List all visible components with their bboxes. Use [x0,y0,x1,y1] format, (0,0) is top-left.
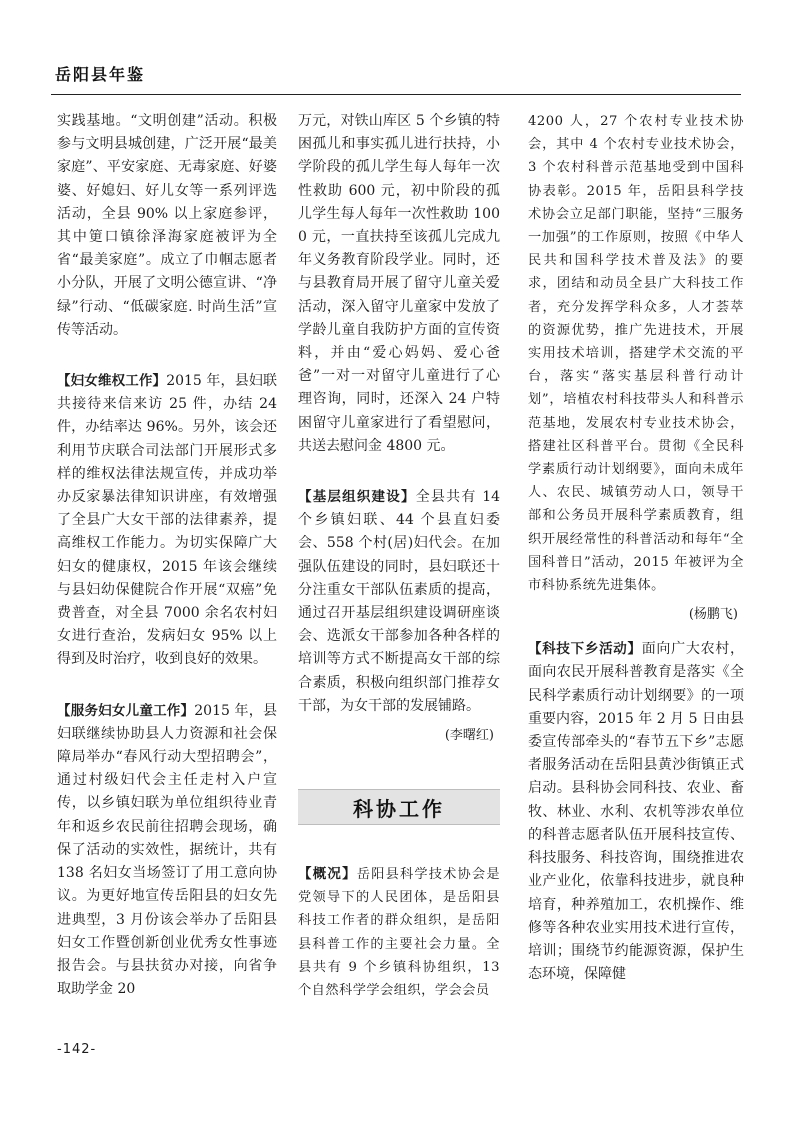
paragraph-tech-to-countryside: 面向广大农村，面向农民开展科普教育是落实《全民科学素质行动计划纲要》的一项重要内容，2015 年 2 月 5 日由县委宣传部牵头的“春节五下乡”志愿者服务活动在岳阳县黄沙街镇正式启动。县科协会同科技、农业、畜牧、林业、水利、农机等涉农单位的科普志愿者队伍开展科技宣传、科技服务、科技咨询，围绕推进农业产业化，依靠科技进步，就良种培育，种养殖加工，农机操作、维修等各种农业实用技术进行宣传，培训；围绕节约能源资源，保护生态环境，保障健 [528,641,745,983]
author-credit: (杨鹏飞) [688,607,738,623]
column-2 [298,110,500,1002]
paragraph-civilization: 实践基地。“文明创建”活动。积极参与文明县城创建，广泛开展“最美家庭”、平安家庭、无毒家庭、好婆婆、好媳妇、好儿女等一系列评选活动，全县 90% 以上家庭参评，其中筻口镇徐泽海家庭被评为全省“最美家庭”。成立了巾帼志愿者小分队，开展了文明公德宣讲、“净绿”行动、“低碳家庭. 时尚生活”宣传等活动。 [57,113,277,338]
heading-overview: 【概况】 [298,866,357,883]
paragraph-grassroots: 全县共有 14 个乡镇妇联、44 个县直妇委会、558 个村(居)妇代会。在加强队伍建设的同时，县妇联还十分注重女干部队伍素质的提高，通过召开基层组织建设调研座谈会、选派女干部参加各种各样的培训等方式不断提高女干部的综合素质，积极向组织部门推荐女干部，为女干部的发展铺路。 [298,489,501,714]
page-number: -142- [57,1042,97,1057]
heading-tech-to-countryside: 【科技下乡活动】 [528,641,642,658]
section-women-rights [57,370,277,672]
paragraph-orphans: 万元，对铁山库区 5 个乡镇的特困孤儿和事实孤儿进行扶持，小学阶段的孤儿学生每人每年一次性救助 600 元，初中阶段的孤儿学生每人每年一次性救助 1000 元，一直扶持至该孤儿完成九年义务教育阶段学业。同时，还与县教育局开展了留守儿童关爱活动，深入留守儿童家中发放了学龄儿童自我防护方面的宣传资料，并由“爱心妈妈、爱心爸爸”一对一对留守儿童进行了心理咨询，同时，还深入 24 户特困留守儿童家进行了看望慰问，共送去慰问金 4800 元。 [298,113,500,454]
running-header-title: 岳阳县年鉴 [55,65,146,84]
section-title: 科协工作 [353,796,445,821]
section-grassroots [298,486,500,718]
section-tech-to-countryside [528,638,744,986]
heading-women-rights: 【妇女维权工作】 [57,373,167,390]
header-rule [51,94,741,95]
paragraph-service-women-children: 2015 年，县妇联继续协助县人力资源和社会保障局举办“春风行动大型招聘会”，通过村级妇代会主任走村入户宣传，以乡镇妇联为单位组织待业青年和返乡农民前往招聘会现场，确保了活动的实效性，据统计，共有 138 名妇女当场签订了用工意向协议。为更好地宣传岳阳县的妇女先进典型，3 月份该会举办了岳阳县妇女工作暨创新创业优秀女性事迹报告会。与县扶贫办对接，向省争取助学金 20 [57,702,277,998]
paragraph-women-rights: 2015 年，县妇联共接待来信来访 25 件，办结 24 件，办结率达 96%。另外，该会还利用节庆联合司法部门开展形式多样的维权法律法规宣传，并成功举办反家暴法律知识讲座，有效增强了全县广大女干部的法律素养，提高维权工作能力。为切实保障广大妇女的健康权，2015 年该会继续与县妇幼保健院合作开展“双癌”免费普查，对全县 7000 余名农村妇女进行查治，发病妇女 95% 以上得到及时治疗，收到良好的效果。 [57,373,277,668]
section-service-women-children [57,700,277,1002]
section-overview [298,863,500,1002]
heading-grassroots: 【基层组织建设】 [298,489,416,506]
paragraph-overview: 岳阳县科学技术协会是党领导下的人民团体，是岳阳县科技工作者的群众组织，是岳阳县科普工作的主要社会力量。全县共有 9 个乡镇科协组织，13 个自然科学学会组织，学会会员 [298,867,501,999]
column-3 [528,110,744,986]
paragraph-association: 4200 人，27 个农村专业技术协会，其中 4 个农村专业技术协会，3 个农村科普示范基地受到中国科协表彰。2015 年，岳阳县科学技术协会立足部门职能，坚持“三服务一加强”的工作原则，按照《中华人民共和国科学技术普及法》的要求，团结和动员全县广大科技工作者，充分发挥学科众多，人才荟萃的资源优势，推广先进技术，开展实用技术培训，搭建学术交流的平台，落实“落实基层科普行动计划”，培植农村科技带头人和科普示范基地，发展农村专业技术协会，搭建社区科普平台。贯彻《全民科学素质行动计划纲要》，面向未成年人、农民、城镇劳动人口，领导干部和公务员开展科学素质教育，组织开展经常性的科普活动和每年“全国科普日”活动，2015 年被评为全市科协系统先进集体。 [528,114,744,594]
author-credit: (李曙红) [444,728,494,744]
section-title-box [298,789,500,825]
heading-service-women-children: 【服务妇女儿童工作】 [57,702,195,719]
column-1 [57,110,277,1001]
